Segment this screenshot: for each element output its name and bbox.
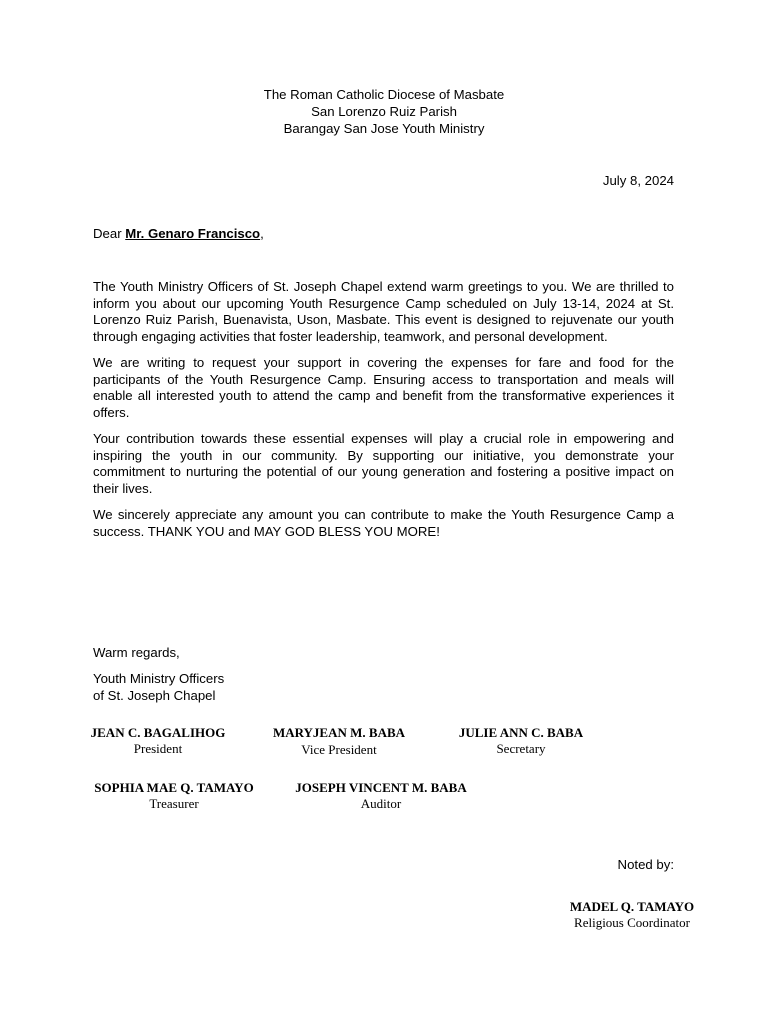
closing: Warm regards, [93,645,180,660]
ministry-name: Barangay San Jose Youth Ministry [283,120,485,136]
officer-treasurer [84,780,264,812]
officer-vice-president [265,725,413,758]
officer-role: President [133,741,183,756]
body-paragraph-4: We sincerely appreciate any amount you can contribute to make the Youth Resurgence Camp a success. THANK YOU and MAY GOD BLESS YOU MORE! [93,506,674,539]
salutation-suffix: , [260,226,264,241]
officer-name: JULIE ANN C. BABA [458,725,584,740]
officer-name: JOSEPH VINCENT M. BABA [295,780,467,795]
officer-name: MARYJEAN M. BABA [272,725,406,740]
officer-name: SOPHIA MAE Q. TAMAYO [94,780,254,795]
letterhead [0,87,768,137]
noted-by-name: MADEL Q. TAMAYO [569,899,695,914]
salutation [93,226,264,243]
recipient-name: Mr. Genaro Francisco [125,226,261,241]
officer-role: Vice President [301,742,377,757]
noted-by-signatory [560,899,704,931]
salutation-prefix: Dear [93,226,126,241]
organization-line-2: of St. Joseph Chapel [93,687,216,703]
organization-signature [93,671,224,704]
body-paragraph-3: Your contribution towards these essential expenses will play a crucial role in empowering and inspiring the youth in our community. By supporting our initiative, you demonstrate your commitment to nurturing the potential of our young generation and fostering a positive impact on their lives. [93,430,674,496]
officer-role: Auditor [360,796,402,811]
officer-name: JEAN C. BAGALIHOG [90,725,226,740]
body-paragraph-2: We are writing to request your support in covering the expenses for fare and food for the participants of the Youth Resurgence Camp. Ensuring access to transportation and meals will enable all interested youth to attend the camp and benefit from the transformative experiences it offers. [93,354,674,420]
officer-auditor [285,780,477,812]
officer-secretary [449,725,593,757]
parish-name: San Lorenzo Ruiz Parish [311,103,457,119]
letter-body [93,279,674,550]
officer-role: Secretary [496,741,546,756]
officer-role: Treasurer [149,796,199,811]
noted-by-role: Religious Coordinator [574,915,690,930]
body-paragraph-1: The Youth Ministry Officers of St. Joseph Chapel extend warm greetings to you. We are thrilled to inform you about our upcoming Youth Resurgence Camp scheduled on July 13-14, 2024 at St. Lorenzo Ruiz Parish, Buenavista, Uson, Masbate. This event is designed to rejuvenate our youth through engaging activities that foster leadership, teamwork, and personal development. [93,279,674,344]
letter-date: July 8, 2024 [602,173,674,188]
organization-line-1: Youth Ministry Officers [93,671,225,686]
diocese-name: The Roman Catholic Diocese of Masbate [263,87,505,102]
officer-president [84,725,232,757]
noted-by-label: Noted by: [617,857,674,872]
